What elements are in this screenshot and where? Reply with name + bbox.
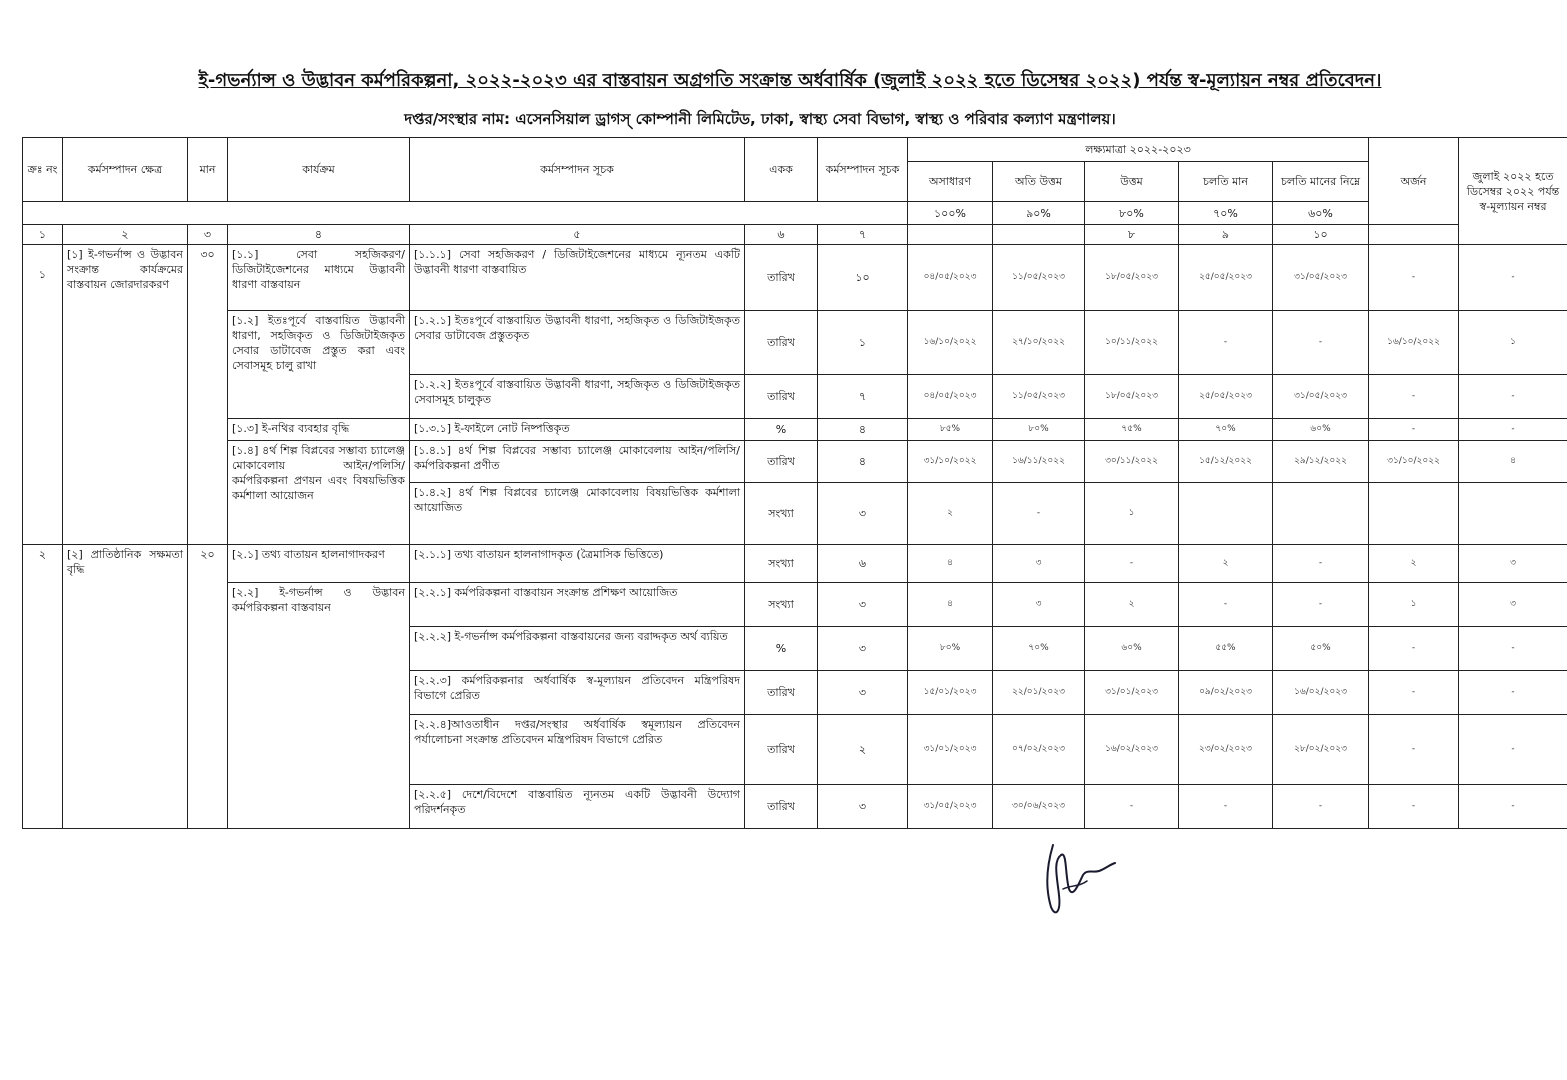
achievement-cell: - <box>1369 627 1459 671</box>
achievement-cell: - <box>1369 245 1459 311</box>
target-cell: ০৯/০২/২০২৩ <box>1179 671 1273 715</box>
target-cell: ১ <box>1085 483 1179 545</box>
target-cell: - <box>1273 583 1369 627</box>
target-cell: - <box>1273 545 1369 583</box>
target-cell: ৩০/১১/২০২২ <box>1085 441 1179 483</box>
header-level: চলতি মান <box>1179 162 1273 202</box>
target-cell: ৩১/১০/২০২২ <box>908 441 993 483</box>
value-cell: ২ <box>818 715 908 785</box>
value-cell: ৩ <box>818 583 908 627</box>
col-number: ১ <box>23 225 63 245</box>
target-cell: ২৭/১০/২০২২ <box>993 311 1085 375</box>
target-cell: ৫৫% <box>1179 627 1273 671</box>
indicator-cell: [১.৪.১] ৪র্থ শিল্প বিপ্লবের সম্ভাব্য চ্যালেঞ্জ মোকাবেলায় আইন/পলিসি/ কর্মপরিকল্পনা প্রণীত <box>410 441 745 483</box>
target-cell: ৪ <box>908 545 993 583</box>
unit-cell: তারিখ <box>745 785 818 829</box>
indicator-cell: [১.২.২] ইতঃপূর্বে বাস্তবায়িত উদ্ভাবনী ধারণা, সহজিকৃত ও ডিজিটাইজকৃত সেবাসমূহ চালুকৃত <box>410 375 745 419</box>
section-serial: ১ <box>23 245 63 545</box>
activity-cell: [২.১] তথ্য বাতায়ন হালনাগাদকরণ <box>228 545 410 583</box>
target-cell: ৬০% <box>1273 419 1369 441</box>
score-cell: - <box>1459 627 1567 671</box>
target-cell: - <box>1273 785 1369 829</box>
table-row <box>23 419 1567 441</box>
score-cell: - <box>1459 715 1567 785</box>
achievement-cell: - <box>1369 671 1459 715</box>
section-mark: ৩০ <box>188 245 228 545</box>
target-cell: ২ <box>908 483 993 545</box>
section-serial: ২ <box>23 545 63 829</box>
header-target: লক্ষ্যমাত্রা ২০২২-২০২৩ <box>908 138 1369 162</box>
header-percent: ৯০% <box>993 202 1085 225</box>
section-area: [২] প্রাতিষ্ঠানিক সক্ষমতা বৃদ্ধি <box>63 545 188 829</box>
target-cell: ২৩/০২/২০২৩ <box>1179 715 1273 785</box>
activity-cell: [১.৩] ই-নথির ব্যবহার বৃদ্ধি <box>228 419 410 441</box>
col-number: ৬ <box>745 225 818 245</box>
indicator-cell: [১.৩.১] ই-ফাইলে নোট নিষ্পত্তিকৃত <box>410 419 745 441</box>
achievement-cell: ৩১/১০/২০২২ <box>1369 441 1459 483</box>
achievement-cell <box>1369 483 1459 545</box>
target-cell: ২ <box>1179 545 1273 583</box>
achievement-cell: - <box>1369 419 1459 441</box>
unit-cell: সংখ্যা <box>745 545 818 583</box>
unit-cell: তারিখ <box>745 441 818 483</box>
value-cell: ৪ <box>818 441 908 483</box>
activity-cell: [২.২] ই-গভর্নান্স ও উদ্ভাবন কর্মপরিকল্পনা বাস্তবায়ন <box>228 583 410 829</box>
header-percent: ৭০% <box>1179 202 1273 225</box>
target-cell: ৫০% <box>1273 627 1369 671</box>
target-cell: ১৮/০৫/২০২৩ <box>1085 245 1179 311</box>
target-cell: ০৪/০৫/২০২৩ <box>908 375 993 419</box>
indicator-cell: [২.২.৪]আওতাধীন দপ্তর/সংস্থার অর্ধবার্ষিক স্বমূল্যায়ন প্রতিবেদন পর্যালোচনা সংক্রান্ত প্রতিবেদন মন্ত্রিপরিষদ বিভাগে প্রেরিত <box>410 715 745 785</box>
header-achievement: অর্জন <box>1369 138 1459 225</box>
header-percent: ১০০% <box>908 202 993 225</box>
target-cell: ২৫/০৫/২০২৩ <box>1179 375 1273 419</box>
target-cell: ১৬/০২/২০২৩ <box>1273 671 1369 715</box>
target-cell: ২৫/০৫/২০২৩ <box>1179 245 1273 311</box>
score-cell: - <box>1459 671 1567 715</box>
target-cell: ৩১/০৫/২০২৩ <box>1273 245 1369 311</box>
value-cell: ১ <box>818 311 908 375</box>
table-row <box>23 583 1567 627</box>
header-unit: একক <box>745 138 818 202</box>
target-cell: ৭৫% <box>1085 419 1179 441</box>
table-row <box>23 545 1567 583</box>
unit-cell: সংখ্যা <box>745 483 818 545</box>
score-cell: - <box>1459 419 1567 441</box>
indicator-cell: [১.১.১] সেবা সহজিকরণ / ডিজিটাইজেশনের মাধ্যমে ন্যূনতম একটি উদ্ভাবনী ধারণা বাস্তবায়িত <box>410 245 745 311</box>
achievement-cell: - <box>1369 375 1459 419</box>
header-mark: মান <box>188 138 228 202</box>
target-cell: ১৬/০২/২০২৩ <box>1085 715 1179 785</box>
target-cell: - <box>1273 311 1369 375</box>
score-cell: ১ <box>1459 311 1567 375</box>
activity-cell: [১.৪] ৪র্থ শিল্প বিপ্লবের সম্ভাব্য চ্যালেঞ্জ মোকাবেলায় আইন/পলিসি/ কর্মপরিকল্পনা প্রণয়ন এবং বিষয়ভিত্তিক কর্মশালা আয়োজন <box>228 441 410 545</box>
target-cell: ১৫/১২/২০২২ <box>1179 441 1273 483</box>
unit-cell: তারিখ <box>745 311 818 375</box>
value-cell: ৪ <box>818 419 908 441</box>
value-cell: ৩ <box>818 671 908 715</box>
target-cell: ২ <box>1085 583 1179 627</box>
indicator-cell: [২.১.১] তথ্য বাতায়ন হালনাগাদকৃত (ত্রৈমাসিক ভিত্তিতে) <box>410 545 745 583</box>
header-indicator-value: কর্মসম্পাদন সূচক <box>818 138 908 202</box>
target-cell: ৩ <box>993 545 1085 583</box>
indicator-cell: [২.২.১] কর্মপরিকল্পনা বাস্তবায়ন সংক্রান্ত প্রশিক্ষণ আয়োজিত <box>410 583 745 627</box>
col-number: ২ <box>63 225 188 245</box>
unit-cell: তারিখ <box>745 715 818 785</box>
activity-cell: [১.১] সেবা সহজিকরণ/ ডিজিটাইজেশনের মাধ্যমে উদ্ভাবনী ধারণা বাস্তবায়ন <box>228 245 410 311</box>
unit-cell: তারিখ <box>745 671 818 715</box>
score-cell: ৪ <box>1459 441 1567 483</box>
header-row <box>23 138 1567 162</box>
target-cell: ৭০% <box>1179 419 1273 441</box>
header-area: কর্মসম্পাদন ক্ষেত্র <box>63 138 188 202</box>
signature <box>1035 825 1125 920</box>
indicator-cell: [১.৪.২] ৪র্থ শিল্প বিপ্লবের চ্যালেঞ্জ মোকাবেলায় বিষয়ভিত্তিক কর্মশালা আয়োজিত <box>410 483 745 545</box>
target-cell: - <box>1085 545 1179 583</box>
target-cell: ২৯/১২/২০২২ <box>1273 441 1369 483</box>
header-indicator: কর্মসম্পাদন সূচক <box>410 138 745 202</box>
target-cell: ৮০% <box>993 419 1085 441</box>
col-number: ৮ <box>1085 225 1179 245</box>
header-level: উত্তম <box>1085 162 1179 202</box>
value-cell: ৬ <box>818 545 908 583</box>
column-number-row <box>23 225 1567 245</box>
table-row <box>23 245 1567 311</box>
unit-cell: তারিখ <box>745 245 818 311</box>
score-cell <box>1459 483 1567 545</box>
indicator-cell: [২.২.৫] দেশে/বিদেশে বাস্তবায়িত ন্যূনতম একটি উদ্ভাবনী উদ্যোগ পরিদর্শনকৃত <box>410 785 745 829</box>
achievement-cell: ১ <box>1369 583 1459 627</box>
value-cell: ৩ <box>818 785 908 829</box>
score-cell: - <box>1459 245 1567 311</box>
achievement-cell: - <box>1369 715 1459 785</box>
header-percent-row <box>23 202 1567 225</box>
table-row <box>23 441 1567 483</box>
target-cell: ২৮/০২/২০২৩ <box>1273 715 1369 785</box>
achievement-cell: ১৬/১০/২০২২ <box>1369 311 1459 375</box>
target-cell: ৩১/০১/২০২৩ <box>908 715 993 785</box>
activity-cell: [১.২] ইতঃপূর্বে বাস্তবায়িত উদ্ভাবনী ধারণা, সহজিকৃত ও ডিজিটাইজকৃত সেবার ডাটাবেজ প্রস্তুত করা এবং সেবাসমূহ চালু রাখা <box>228 311 410 419</box>
target-cell: ৩১/০৫/২০২৩ <box>1273 375 1369 419</box>
indicator-cell: [১.২.১] ইতঃপূর্বে বাস্তবায়িত উদ্ভাবনী ধারণা, সহজিকৃত ও ডিজিটাইজকৃত সেবার ডাটাবেজ প্রস্তুতকৃত <box>410 311 745 375</box>
col-number: ৯ <box>1179 225 1273 245</box>
target-cell: ১৬/১১/২০২২ <box>993 441 1085 483</box>
target-cell: ৭০% <box>993 627 1085 671</box>
table-row <box>23 311 1567 375</box>
target-cell: ৩০/০৬/২০২৩ <box>993 785 1085 829</box>
score-cell: - <box>1459 785 1567 829</box>
target-cell: ৮০% <box>908 627 993 671</box>
target-cell: ১১/০৫/২০২৩ <box>993 375 1085 419</box>
col-number: ১০ <box>1273 225 1369 245</box>
indicator-cell: [২.২.৩] কর্মপরিকল্পনার অর্ধবার্ষিক স্ব-মূল্যায়ন প্রতিবেদন মন্ত্রিপরিষদ বিভাগে প্রেরিত <box>410 671 745 715</box>
target-cell: ৩১/০৫/২০২৩ <box>908 785 993 829</box>
target-cell: ৮৫% <box>908 419 993 441</box>
achievement-cell: ২ <box>1369 545 1459 583</box>
header-level: অতি উত্তম <box>993 162 1085 202</box>
target-cell: ৬০% <box>1085 627 1179 671</box>
value-cell: ৩ <box>818 627 908 671</box>
header-activity: কার্যক্রম <box>228 138 410 202</box>
header-self-score: জুলাই ২০২২ হতে ডিসেম্বর ২০২২ পর্যন্ত স্ব-মূল্যায়ন নম্বর <box>1459 138 1567 245</box>
report-title: ই-গভর্ন্যান্স ও উদ্ভাবন কর্মপরিকল্পনা, ২০২২-২০২৩ এর বাস্তবায়ন অগ্রগতি সংক্রান্ত অর্ধবার্ষিক (জুলাই ২০২২ হতে ডিসেম্বর ২০২২) পর্যন্ত স্ব-মূল্যায়ন নম্বর প্রতিবেদন। <box>198 70 1382 91</box>
value-cell: ১০ <box>818 245 908 311</box>
evaluation-table <box>22 137 1567 829</box>
target-cell: ৪ <box>908 583 993 627</box>
target-cell: ০৪/০৫/২০২৩ <box>908 245 993 311</box>
unit-cell: সংখ্যা <box>745 583 818 627</box>
target-cell: - <box>993 483 1085 545</box>
achievement-cell: - <box>1369 785 1459 829</box>
value-cell: ৭ <box>818 375 908 419</box>
header-level: অসাধারণ <box>908 162 993 202</box>
target-cell: ৩১/০১/২০২৩ <box>1085 671 1179 715</box>
target-cell <box>1273 483 1369 545</box>
target-cell: ১০/১১/২০২২ <box>1085 311 1179 375</box>
header-percent: ৮০% <box>1085 202 1179 225</box>
target-cell: ১১/০৫/২০২৩ <box>993 245 1085 311</box>
indicator-cell: [২.২.২] ই-গভর্নান্স কর্মপরিকল্পনা বাস্তবায়নের জন্য বরাদ্দকৃত অর্থ ব্যয়িত <box>410 627 745 671</box>
col-number: ৩ <box>188 225 228 245</box>
header-serial: ক্রঃ নং <box>23 138 63 202</box>
office-name: দপ্তর/সংস্থার নাম: এসেনসিয়াল ড্রাগস্ কোম্পানী লিমিটেড, ঢাকা, স্বাস্থ্য সেবা বিভাগ, স্বাস্থ্য ও পরিবার কল্যাণ মন্ত্রণালয়। <box>404 110 1116 128</box>
header-percent: ৬০% <box>1273 202 1369 225</box>
header-level: চলতি মানের নিম্নে <box>1273 162 1369 202</box>
target-cell: - <box>1179 583 1273 627</box>
target-cell: ২২/০১/২০২৩ <box>993 671 1085 715</box>
target-cell: - <box>1179 311 1273 375</box>
unit-cell: % <box>745 419 818 441</box>
unit-cell: % <box>745 627 818 671</box>
section-area: [১] ই-গভর্নান্স ও উদ্ভাবন সংক্রান্ত কার্যক্রমের বাস্তবায়ন জোরদারকরণ <box>63 245 188 545</box>
col-number: ৪ <box>228 225 410 245</box>
score-cell: ৩ <box>1459 545 1567 583</box>
section-mark: ২০ <box>188 545 228 829</box>
score-cell: ৩ <box>1459 583 1567 627</box>
col-number: ৭ <box>818 225 908 245</box>
target-cell: ০৭/০২/২০২৩ <box>993 715 1085 785</box>
target-cell <box>1179 483 1273 545</box>
target-cell: - <box>1179 785 1273 829</box>
score-cell: - <box>1459 375 1567 419</box>
target-cell: ১৬/১০/২০২২ <box>908 311 993 375</box>
target-cell: ১৫/০১/২০২৩ <box>908 671 993 715</box>
target-cell: - <box>1085 785 1179 829</box>
value-cell: ৩ <box>818 483 908 545</box>
target-cell: ১৮/০৫/২০২৩ <box>1085 375 1179 419</box>
unit-cell: তারিখ <box>745 375 818 419</box>
col-number: ৫ <box>410 225 745 245</box>
target-cell: ৩ <box>993 583 1085 627</box>
